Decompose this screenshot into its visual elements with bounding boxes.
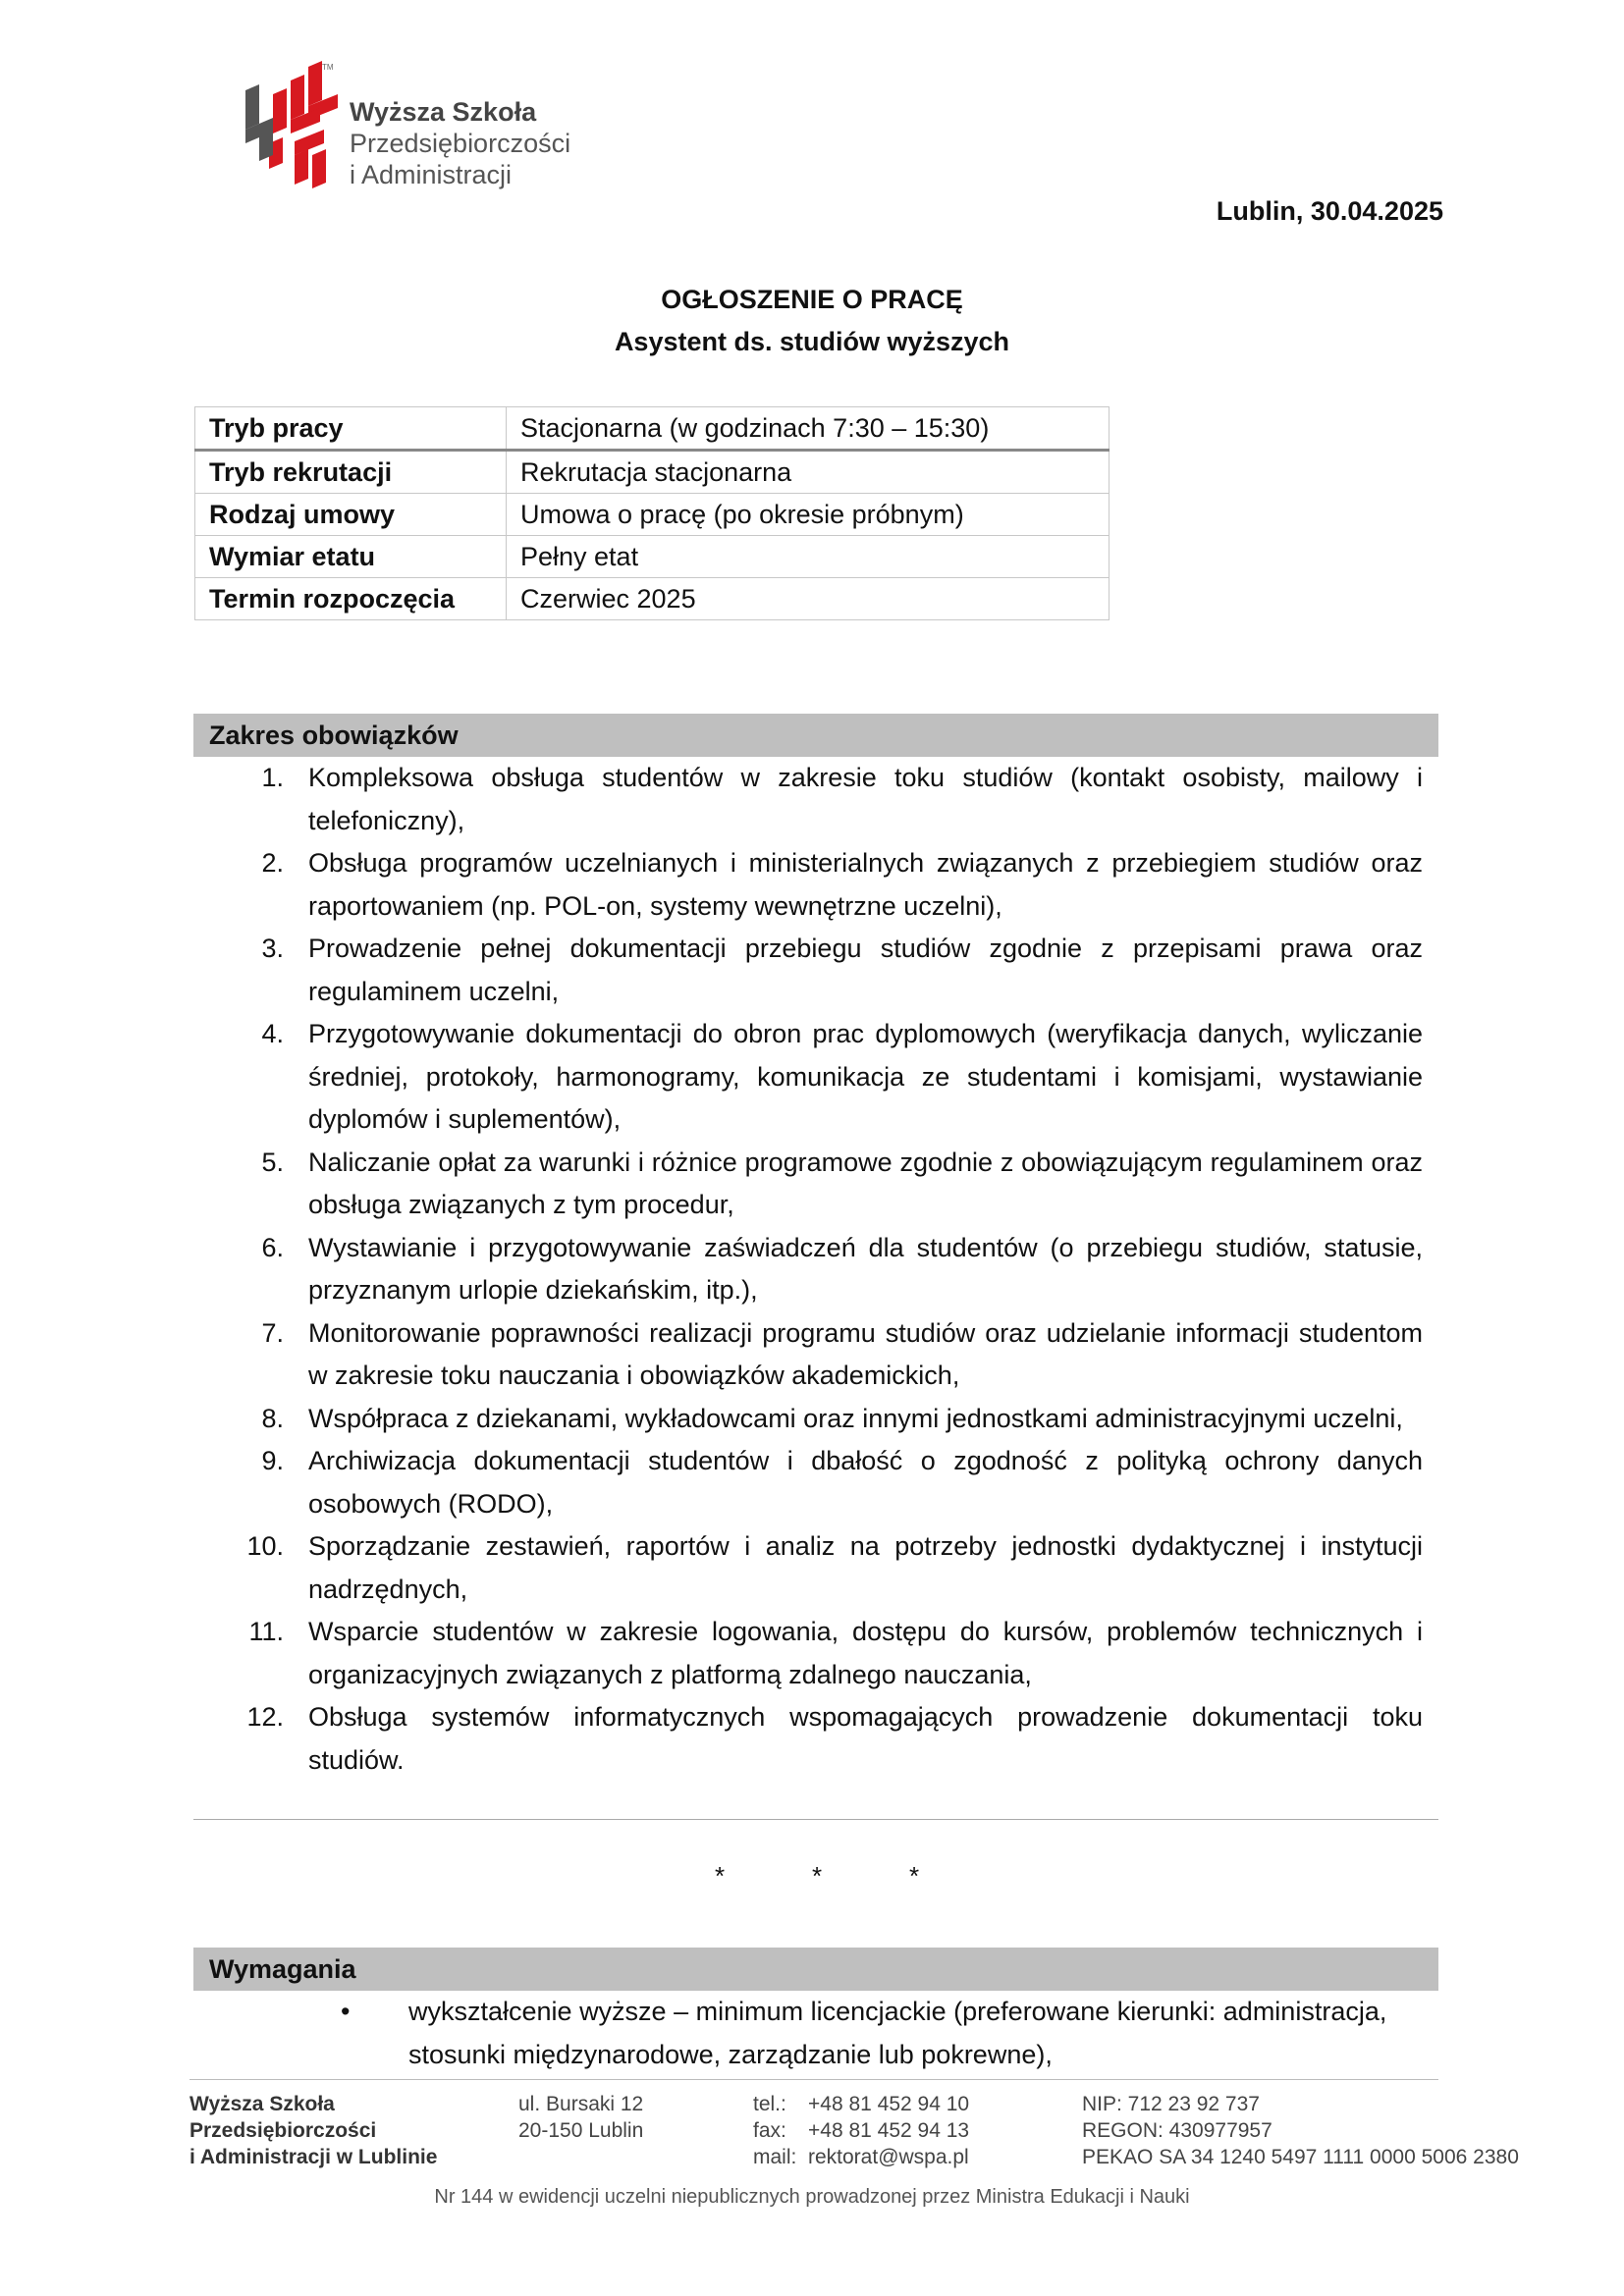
table-row <box>195 494 1110 536</box>
list-item <box>193 1142 1423 1227</box>
contact-label: tel.: <box>753 2093 786 2115</box>
footer-name-line: i Administracji w Lublinie <box>189 2146 438 2168</box>
job-info-table <box>194 406 1110 620</box>
footer-mail <box>753 2144 969 2170</box>
logo-line-1: Wyższa Szkoła <box>350 97 537 127</box>
info-key: Tryb pracy <box>195 407 507 451</box>
list-text: Naliczanie opłat za warunki i różnice programowe zgodnie z obowiązującym regulaminem oraz obsługa związanych z tym procedur, <box>308 1147 1423 1219</box>
list-item <box>193 1991 1423 2076</box>
table-row <box>195 407 1110 451</box>
job-position-title: Asystent ds. studiów wyższych <box>614 327 1010 356</box>
duties-heading: Zakres obowiązków <box>193 714 1438 757</box>
list-item <box>193 1525 1423 1611</box>
list-text: Kompleksowa obsługa studentów w zakresie toku studiów (kontakt osobisty, mailowy i telefoniczny), <box>308 763 1423 835</box>
list-text: Współpraca z dziekanami, wykładowcami oraz innymi jednostkami administracyjnymi uczelni, <box>308 1403 1403 1433</box>
info-key: Wymiar etatu <box>195 536 507 578</box>
footer-contact <box>753 2091 969 2170</box>
list-text: Obsługa systemów informatycznych wspomagających prowadzenie dokumentacji toku studiów. <box>308 1702 1423 1775</box>
info-value: Stacjonarna (w godzinach 7:30 – 15:30) <box>507 407 1110 451</box>
footer-address-line: ul. Bursaki 12 <box>518 2093 644 2115</box>
list-item <box>193 928 1423 1013</box>
info-key: Termin rozpoczęcia <box>195 578 507 620</box>
list-item <box>193 1611 1423 1696</box>
list-item <box>193 1696 1423 1782</box>
list-item <box>193 1312 1423 1398</box>
footer-phone <box>753 2091 969 2117</box>
section-divider <box>193 1819 1438 1820</box>
footer-regon: REGON: 430977957 <box>1082 2119 1272 2142</box>
contact-email-link[interactable]: rektorat@wspa.pl <box>808 2146 969 2168</box>
list-item <box>193 1013 1423 1142</box>
list-item <box>193 1440 1423 1525</box>
list-text: Monitorowanie poprawności realizacji programu studiów oraz udzielanie informacji studentom w zakresie toku nauczania i obowiązków akademickich, <box>308 1317 1423 1390</box>
list-number: 2. <box>261 848 284 878</box>
logo-line-3: i Administracji <box>350 160 513 189</box>
logo-line-2: Przedsiębiorczości <box>350 129 571 158</box>
list-item <box>193 1227 1423 1312</box>
footer-fax <box>753 2117 969 2144</box>
list-number: 5. <box>261 1147 284 1177</box>
list-text: Wsparcie studentów w zakresie logowania, dostępu do kursów, problemów technicznych i organizacyjnych związanych z platformą zdalnego nauczania, <box>308 1617 1423 1689</box>
table-row <box>195 578 1110 620</box>
school-logo-mark-icon <box>240 61 350 192</box>
separator-star: * <box>812 1861 823 1891</box>
footer-name-line: Wyższa Szkoła <box>189 2093 335 2115</box>
list-text: Wystawianie i przygotowywanie zaświadczeń dla studentów (o przebiegu studiów, statusie, przyznanym urlopie dziekańskim, itp.), <box>308 1232 1423 1305</box>
list-item <box>193 1398 1423 1441</box>
table-row <box>195 451 1110 494</box>
info-value: Pełny etat <box>507 536 1110 578</box>
list-number: 11. <box>248 1617 284 1646</box>
list-number: 3. <box>261 934 284 963</box>
footer-divider <box>189 2079 1438 2080</box>
document-title: OGŁOSZENIE O PRACĘ <box>661 285 963 314</box>
duties-list <box>193 757 1423 1782</box>
list-text: Przygotowywanie dokumentacji do obron prac dyplomowych (weryfikacja danych, wyliczanie średniej, protokoły, harmonogramy, komunikacja ze studentami i komisjami, wystawianie dyplomów i suplementów), <box>308 1019 1423 1134</box>
separator-star: * <box>715 1861 726 1891</box>
footer-registration-ids <box>1082 2091 1519 2170</box>
list-text: wykształcenie wyższe – minimum licencjackie (preferowane kierunki: administracja, stosunki międzynarodowe, zarządzanie lub pokrewne), <box>408 1997 1387 2069</box>
requirements-list <box>193 1991 1423 2076</box>
list-number: 8. <box>261 1403 284 1433</box>
list-item <box>193 757 1423 842</box>
contact-label: mail: <box>753 2146 797 2168</box>
info-value: Czerwiec 2025 <box>507 578 1110 620</box>
footer-address-line: 20-150 Lublin <box>518 2119 644 2142</box>
table-row <box>195 536 1110 578</box>
list-text: Prowadzenie pełnej dokumentacji przebiegu studiów zgodnie z przepisami prawa oraz regulaminem uczelni, <box>308 934 1423 1006</box>
list-number: 1. <box>261 763 284 792</box>
list-item <box>193 842 1423 928</box>
footer-school-name <box>189 2091 437 2170</box>
list-text: Archiwizacja dokumentacji studentów i dbałość o zgodność z polityką ochrony danych osobowych (RODO), <box>308 1446 1423 1519</box>
info-value: Rekrutacja stacjonarna <box>507 451 1110 494</box>
bullet-icon: • <box>341 1997 351 2026</box>
footer-name-line: Przedsiębiorczości <box>189 2119 377 2142</box>
contact-value: +48 81 452 94 10 <box>808 2093 970 2115</box>
list-text: Obsługa programów uczelnianych i ministerialnych związanych z przebiegiem studiów oraz raportowaniem (np. POL-on, systemy wewnętrzne uczelni), <box>308 848 1423 921</box>
list-number: 12. <box>246 1702 284 1732</box>
separator-star: * <box>909 1861 920 1891</box>
footer-bank-account: PEKAO SA 34 1240 5497 1111 0000 5006 2380 <box>1082 2146 1519 2168</box>
list-number: 6. <box>261 1232 284 1262</box>
list-number: 7. <box>261 1317 284 1348</box>
info-value: Umowa o pracę (po okresie próbnym) <box>507 494 1110 536</box>
footer-address <box>518 2091 643 2144</box>
trademark-mark: TM <box>322 63 334 72</box>
school-logo-text <box>350 96 570 190</box>
list-text: Sporządzanie zestawień, raportów i analiz na potrzeby jednostki dydaktycznej i instytucji nadrzędnych, <box>308 1531 1423 1604</box>
list-number: 9. <box>261 1446 284 1475</box>
contact-value: +48 81 452 94 13 <box>808 2119 970 2142</box>
contact-label: fax: <box>753 2119 786 2142</box>
list-number: 10. <box>246 1531 284 1561</box>
school-logo <box>240 61 583 198</box>
info-key: Rodzaj umowy <box>195 494 507 536</box>
list-number: 4. <box>261 1019 284 1048</box>
footer-registry-note: Nr 144 w ewidencji uczelni niepublicznych prowadzonej przez Ministra Edukacji i Nauki <box>434 2186 1190 2208</box>
info-key: Tryb rekrutacji <box>195 451 507 494</box>
footer-nip: NIP: 712 23 92 737 <box>1082 2093 1260 2115</box>
requirements-heading: Wymagania <box>193 1948 1438 1991</box>
place-and-date: Lublin, 30.04.2025 <box>1216 196 1443 226</box>
